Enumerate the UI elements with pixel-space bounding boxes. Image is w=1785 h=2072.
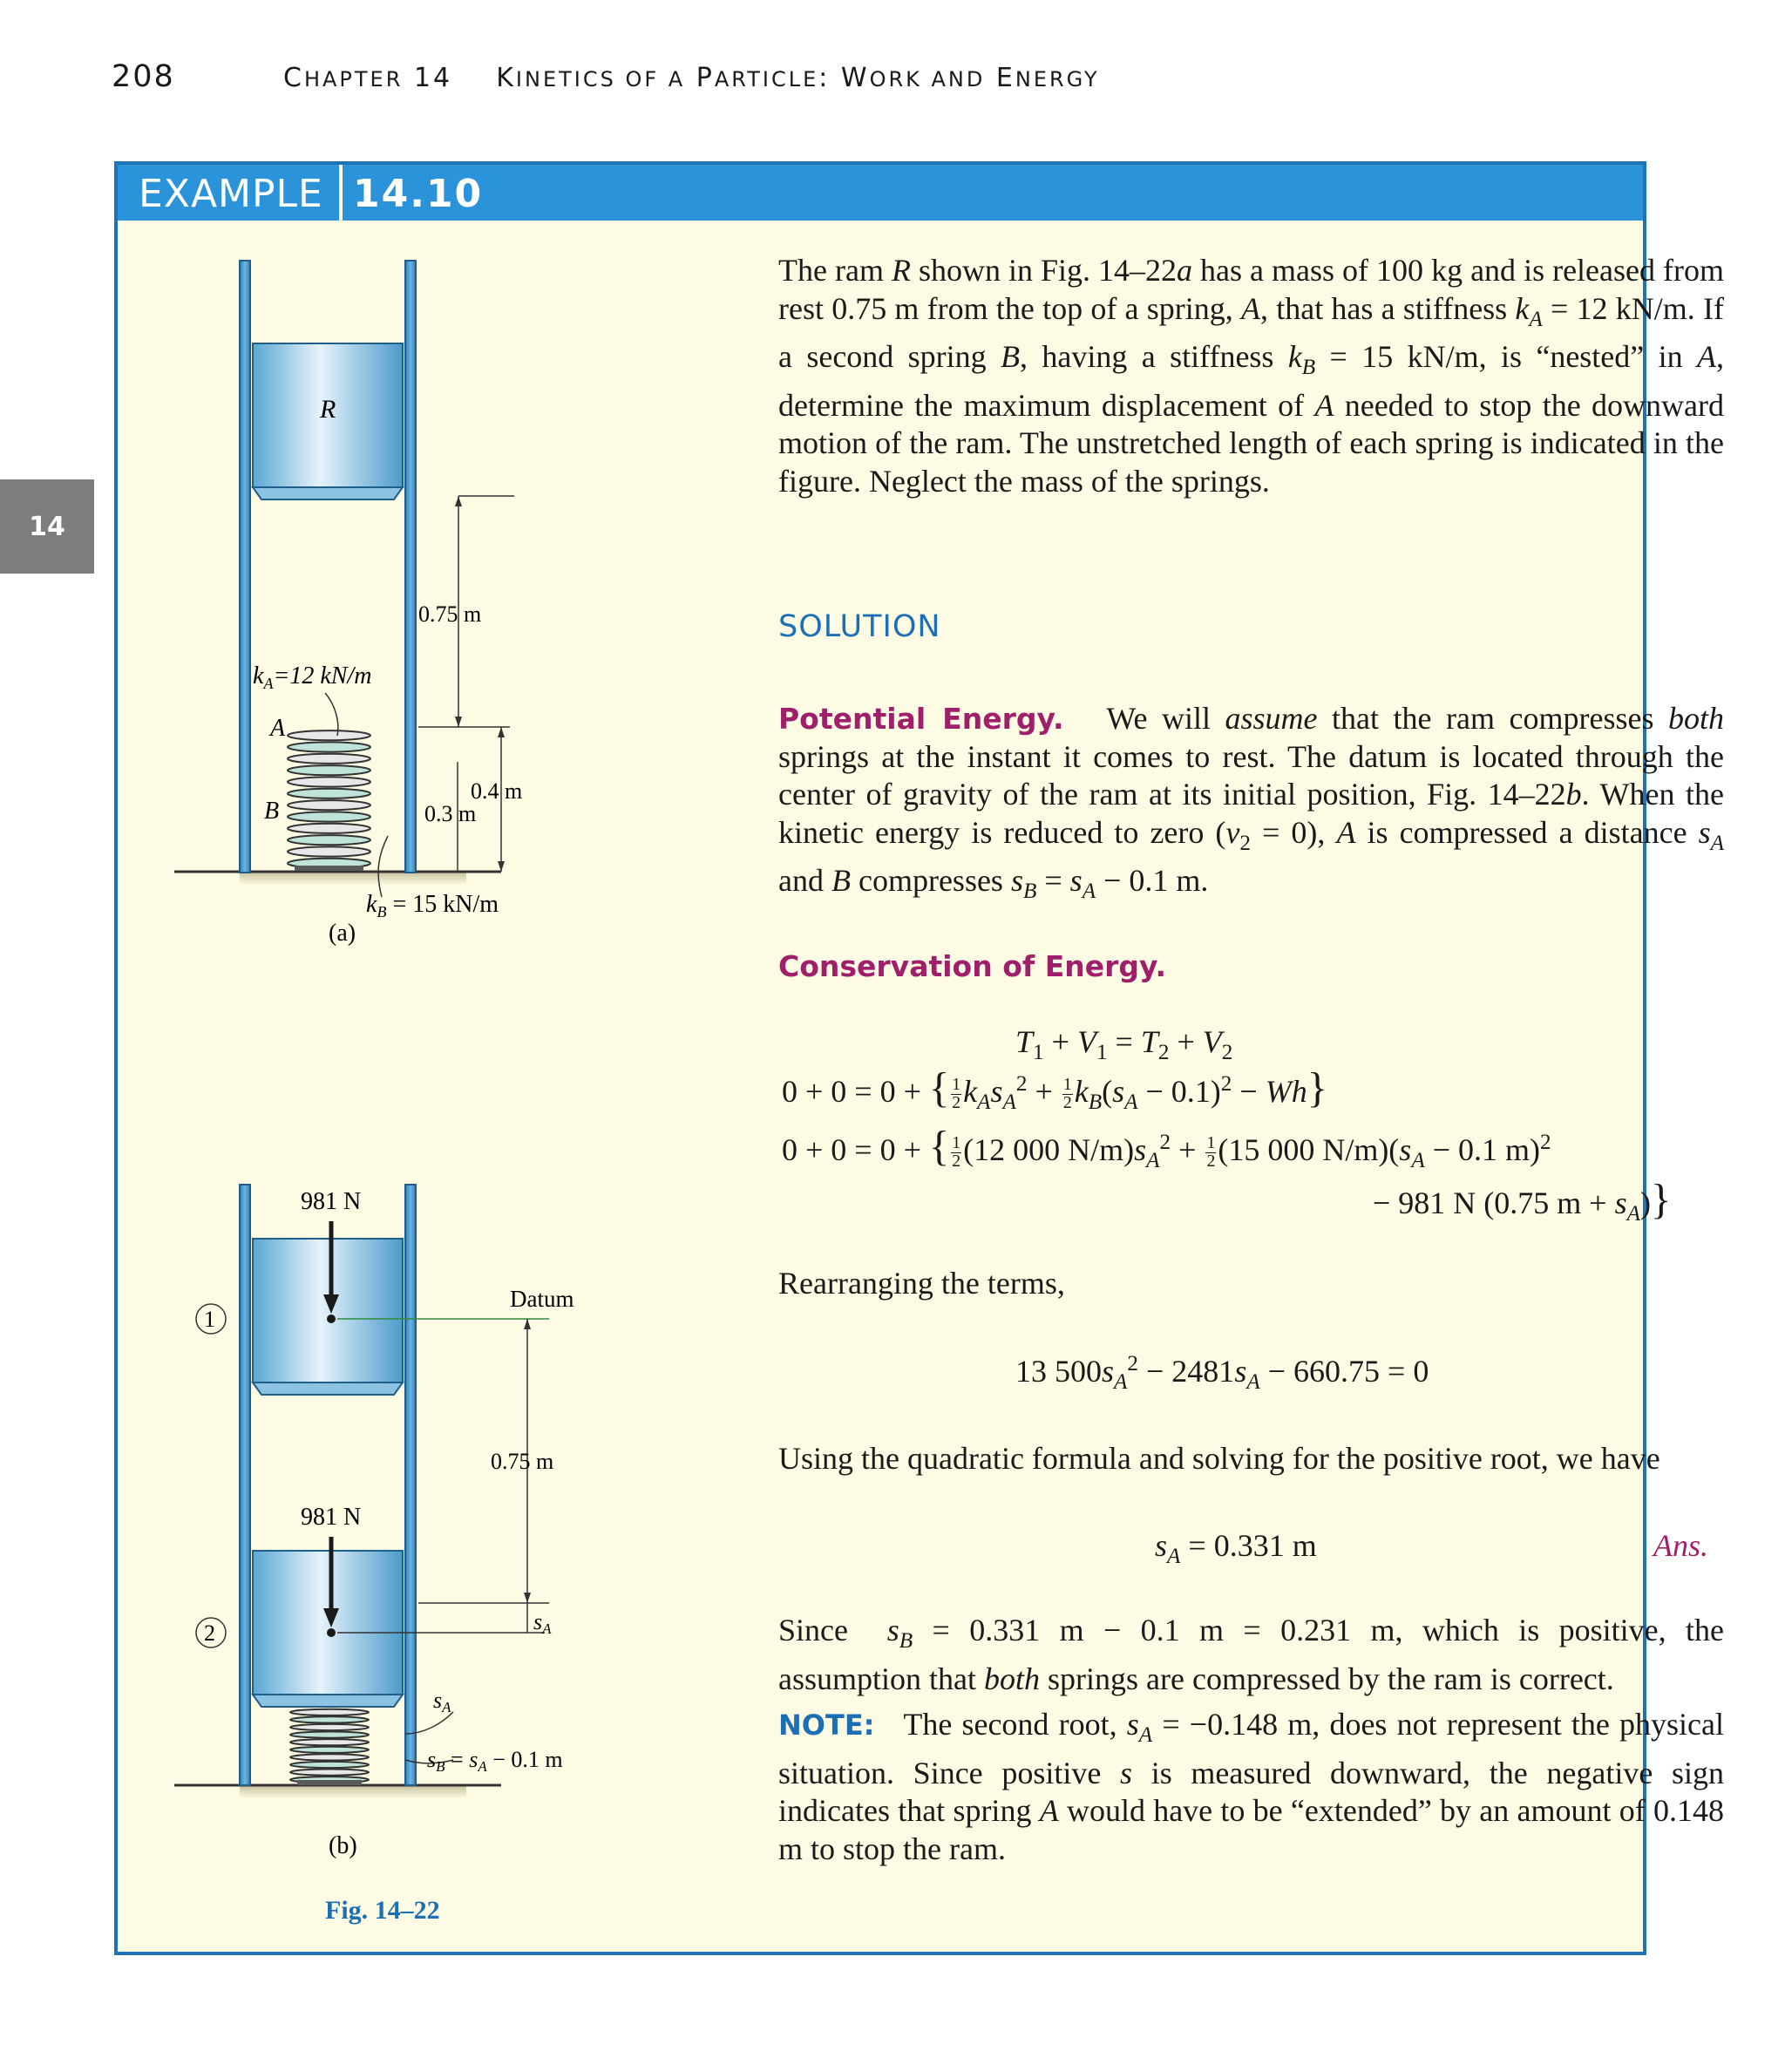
- dim-arrow: [455, 496, 462, 506]
- guide-wall-left-b: [240, 1185, 250, 1785]
- page-number: 208: [112, 59, 175, 94]
- spring-b-label: B: [264, 798, 280, 825]
- ram-position-1: [253, 1239, 403, 1382]
- potential-energy-heading: Potential Energy.: [778, 702, 1064, 736]
- weight-label-2: 981 N: [301, 1504, 362, 1531]
- quadratic-equation: 13 $500s_A^2 - 2481s_A - 660.75 = 0$: [1015, 1352, 1429, 1395]
- figure-b-label: (b): [329, 1832, 357, 1859]
- spring-coil: [288, 730, 370, 740]
- cg-point-2: [327, 1628, 336, 1637]
- kb-label: $k_B = 15$ kN/m: [366, 891, 499, 921]
- spring-coil: [290, 1754, 369, 1760]
- height-label-a: 0.75 m: [418, 601, 482, 627]
- spring-b-compressed: [290, 1709, 369, 1785]
- spring-seat: [297, 1780, 362, 1785]
- ram-position-2: [253, 1551, 403, 1695]
- dim-04-label: 0.4 m: [471, 778, 523, 804]
- spring-coil: [290, 1769, 369, 1775]
- guide-wall-right-b: [405, 1185, 416, 1785]
- answer-label: Ans.: [1653, 1528, 1708, 1563]
- problem-statement: The ram R shown in Fig. 14–22a has a mass of 100 kg and is released from rest 0.75 m from the top of a spring, A, that has a stiffness $k_A = 12$ kN/m. If a second spring B, having a stiffness $k_B = 15$ kN/m, is “nested” in A, determine the maximum displacement of A needed to stop the downward motion of the ram. The unstretched length of each spring is indicated in the figure. Neglect the mass of the springs.: [778, 253, 1724, 499]
- spring-coil: [288, 777, 370, 786]
- dim-arrow: [455, 717, 462, 727]
- sb-label: sB = sA − 0.1 m: [427, 1747, 563, 1775]
- figure-caption: Fig. 14–22: [325, 1896, 440, 1925]
- ground-a: [240, 873, 466, 885]
- spring-seat: [295, 866, 363, 871]
- solution-heading: SOLUTION: [778, 609, 941, 644]
- figure-a-label: (a): [329, 920, 356, 947]
- figure-14-22: [118, 165, 771, 1943]
- spring-coil: [290, 1739, 369, 1745]
- sa-label-right: sA: [533, 1609, 552, 1637]
- spring-coil: [288, 812, 370, 821]
- since-paragraph: Since $s_B = 0.331$ m − 0.1 m = 0.231 m, which is positive, the assumption that both springs are compressed by the ram is correct.: [778, 1613, 1724, 1696]
- ram-base: [253, 1695, 403, 1707]
- dim-arrow: [524, 1319, 531, 1329]
- result-equation: $s_A = 0.331$ m: [1155, 1528, 1317, 1569]
- spring-coil: [290, 1716, 369, 1722]
- example-word: EXAMPLE: [139, 172, 323, 216]
- spring-coil: [288, 742, 370, 751]
- spring-coil: [290, 1747, 369, 1753]
- spring-coil: [290, 1731, 369, 1737]
- rearranging-text: Rearranging the terms,: [778, 1266, 1065, 1301]
- spring-a: [288, 730, 370, 871]
- example-box: [114, 161, 1725, 1955]
- spring-coil: [288, 789, 370, 798]
- cg-point-1: [327, 1315, 336, 1323]
- dim-arrow: [524, 1593, 531, 1603]
- spring-coil: [290, 1709, 369, 1715]
- datum-label: Datum: [510, 1286, 574, 1312]
- guide-wall-right-a: [405, 261, 416, 873]
- example-number: 14.10: [353, 172, 484, 216]
- equation-numeric: 0 + 0 = 0 + { $\frac{1}{2}$ (12 000 $N/m)s_A^2$ + $\frac{1}{2}$ (15 000 $N/m)(s_A - 0.1$ m)$^2$: [782, 1123, 1551, 1173]
- spring-coil: [288, 754, 370, 764]
- weight-label-1: 981 N: [301, 1188, 362, 1215]
- height-label-b: 0.75 m: [491, 1449, 554, 1474]
- spring-coil: [288, 846, 370, 856]
- leader-line: [325, 693, 338, 736]
- note-paragraph: NOTE: The second root, $s_A = -0.148$ m, does not represent the physical situation. Since positive s is measured downward, the negative sign indicates that spring A would have to be “extended” by an amount of 0.148 m to stop the ram.: [778, 1707, 1725, 1866]
- sa-label: sA: [433, 1688, 451, 1715]
- spring-coil: [288, 824, 370, 833]
- ram-label: R: [320, 395, 336, 424]
- spring-coil: [290, 1724, 369, 1730]
- ram-base: [253, 487, 403, 499]
- figure-a: [174, 261, 522, 947]
- quadratic-text: Using the quadratic formula and solving for the positive root, we have: [778, 1441, 1660, 1476]
- leader-line: [378, 836, 388, 897]
- spring-a-label: A: [270, 715, 286, 742]
- position-2-label: 2: [204, 1620, 215, 1646]
- equation-general: 0 + 0 = 0 + { $\frac{1}{2}$ $k_As_A^2$ + $\frac{1}{2}$ $k_B(s_A - 0.1)^2 - Wh$}: [782, 1064, 1328, 1115]
- ram-base: [253, 1382, 403, 1395]
- ground-b: [240, 1786, 466, 1798]
- dim-arrow: [498, 727, 505, 737]
- spring-coil: [290, 1762, 369, 1768]
- potential-energy-paragraph: Potential Energy. We will assume that the ram compresses both springs at the instant it comes to rest. The datum is located through the center of gravity of the ram at its initial position, Fig. 14–22b. When the kinetic energy is reduced to zero $(v_2 = 0)$, A is compressed a distance $s_A$ and B compresses $s_B = s_A - 0.1$ m.: [778, 701, 1725, 904]
- equation-numeric-cont: − 981 N (0.75 $m + s_A$)}: [1373, 1176, 1672, 1226]
- figure-b: [174, 1185, 574, 1925]
- spring-coil: [288, 800, 370, 810]
- dim-arrow: [498, 861, 505, 872]
- spring-coil: [288, 765, 370, 775]
- position-1-label: 1: [204, 1307, 215, 1332]
- spring-coil: [288, 835, 370, 845]
- equation-energy-balance: $T_1 + V_1 = T_2 + V_2$: [1015, 1024, 1233, 1065]
- chapter-thumb-tab: 14: [0, 479, 94, 574]
- ka-label: $k_A=12$ kN/m: [253, 662, 372, 692]
- running-head: CHAPTER 14 KINETICS OF A PARTICLE: WORK AND ENERGY: [283, 63, 1100, 93]
- conservation-heading: Conservation of Energy.: [778, 949, 1167, 983]
- guide-wall-left-a: [240, 261, 250, 873]
- dim-03-label: 0.3 m: [424, 801, 477, 826]
- note-label: NOTE:: [778, 1709, 875, 1742]
